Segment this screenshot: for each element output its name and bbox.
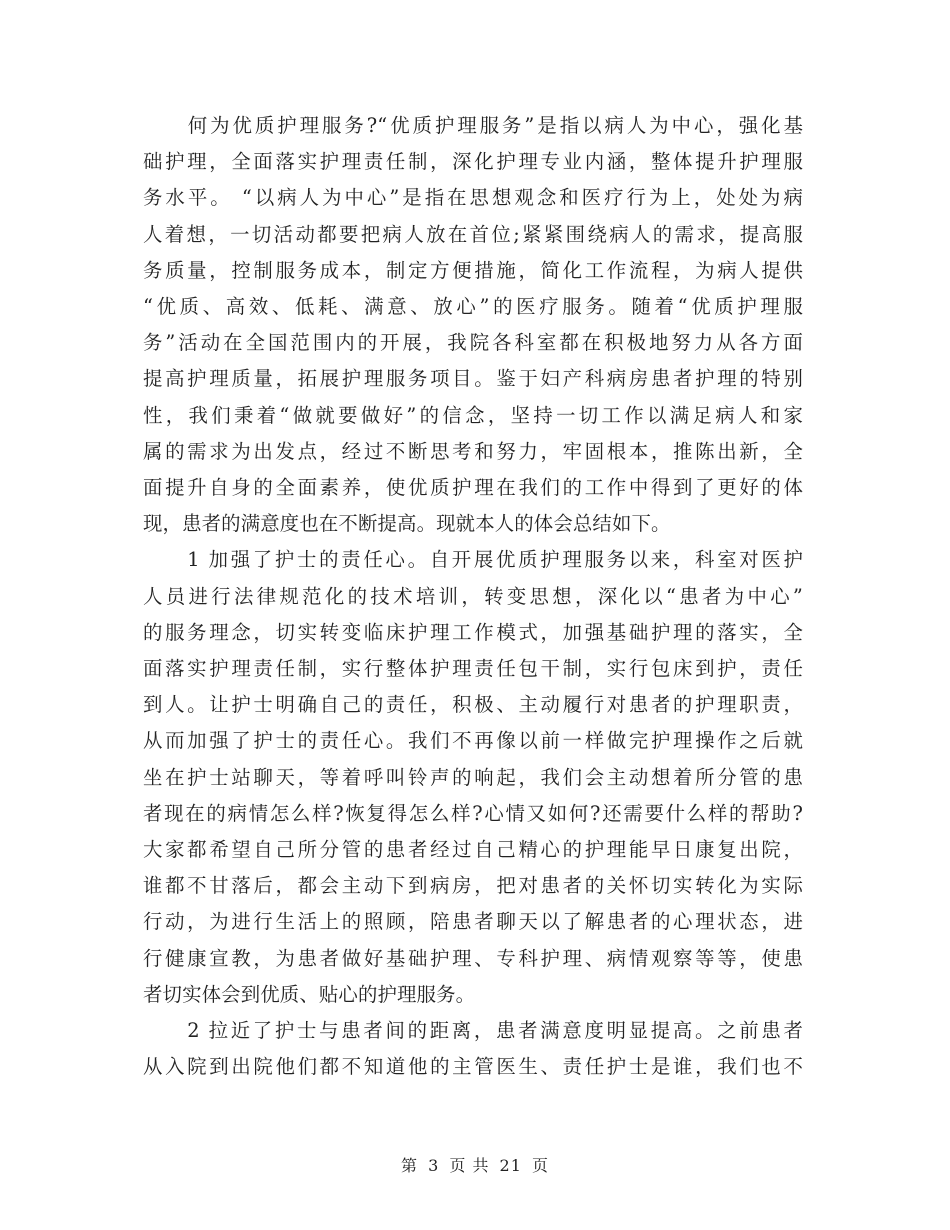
- text-line: 面落实护理责任制，实行整体护理责任包干制，实行包床到护，责任: [143, 657, 803, 681]
- footer-total-pages: 21: [499, 1156, 522, 1175]
- paragraph-section-2: [143, 1013, 803, 1085]
- text-line: 人着想，一切活动都要把病人放在首位;紧紧围绕病人的需求，提高服: [143, 222, 803, 246]
- paragraph-section-1: [143, 542, 803, 1013]
- text-line: 务水平。 “以病人为中心”是指在思想观念和医疗行为上，处处为病: [143, 186, 803, 210]
- footer-suffix: 页: [532, 1156, 550, 1175]
- text-line: 现，患者的满意度也在不断提高。现就本人的体会总结如下。: [143, 512, 671, 536]
- text-line: 的服务理念，切实转变临床护理工作模式，加强基础护理的落实，全: [143, 620, 803, 644]
- text-line: 2 拉近了护士与患者间的距离，患者满意度明显提高。之前患者: [143, 1019, 803, 1043]
- text-line: 从入院到出院他们都不知道他的主管医生、责任护士是谁，我们也不: [143, 1055, 803, 1079]
- text-line: 人员进行法律规范化的技术培训，转变思想，深化以“患者为中心”: [143, 584, 803, 608]
- text-line: 者现在的病情怎么样?恢复得怎么样?心情又如何?还需要什么样的帮助?: [143, 801, 803, 825]
- text-line: 何为优质护理服务?“优质护理服务”是指以病人为中心，强化基: [143, 114, 803, 137]
- footer-current-page: 3: [428, 1156, 440, 1175]
- text-line: 谁都不甘落后，都会主动下到病房，把对患者的关怀切实转化为实际: [143, 874, 803, 898]
- page-footer: [0, 1153, 950, 1176]
- paragraph-intro: [143, 108, 803, 542]
- text-line: 务”活动在全国范围内的开展，我院各科室都在积极地努力从各方面: [143, 331, 803, 355]
- text-line: 础护理，全面落实护理责任制，深化护理专业内涵，整体提升护理服: [143, 150, 803, 174]
- text-line: 行健康宣教，为患者做好基础护理、专科护理、病情观察等等，使患: [143, 946, 803, 970]
- text-line: 行动，为进行生活上的照顾，陪患者聊天以了解患者的心理状态，进: [143, 910, 803, 934]
- text-line: 从而加强了护士的责任心。我们不再像以前一样做完护理操作之后就: [143, 729, 803, 753]
- document-body: [143, 108, 803, 1085]
- text-line: 坐在护士站聊天，等着呼叫铃声的响起，我们会主动想着所分管的患: [143, 765, 803, 789]
- text-line: 者切实体会到优质、贴心的护理服务。: [143, 982, 476, 1006]
- text-line: 提高护理质量，拓展护理服务项目。鉴于妇产科病房患者护理的特别: [143, 367, 803, 391]
- footer-prefix: 第: [400, 1156, 418, 1175]
- text-line: 性，我们秉着“做就要做好”的信念，坚持一切工作以满足病人和家: [143, 403, 803, 427]
- text-line: 到人。让护士明确自己的责任，积极、主动履行对患者的护理职责，: [143, 693, 803, 717]
- text-line: 1 加强了护士的责任心。自开展优质护理服务以来，科室对医护: [143, 548, 803, 572]
- text-line: 大家都希望自己所分管的患者经过自己精心的护理能早日康复出院，: [143, 838, 803, 862]
- text-line: 面提升自身的全面素养，使优质护理在我们的工作中得到了更好的体: [143, 476, 803, 500]
- text-line: “优质、高效、低耗、满意、放心”的医疗服务。随着“优质护理服: [143, 295, 803, 319]
- text-line: 属的需求为出发点，经过不断思考和努力，牢固根本，推陈出新，全: [143, 439, 803, 463]
- footer-middle: 页 共: [449, 1156, 490, 1175]
- text-line: 务质量，控制服务成本，制定方便措施，简化工作流程，为病人提供: [143, 258, 803, 282]
